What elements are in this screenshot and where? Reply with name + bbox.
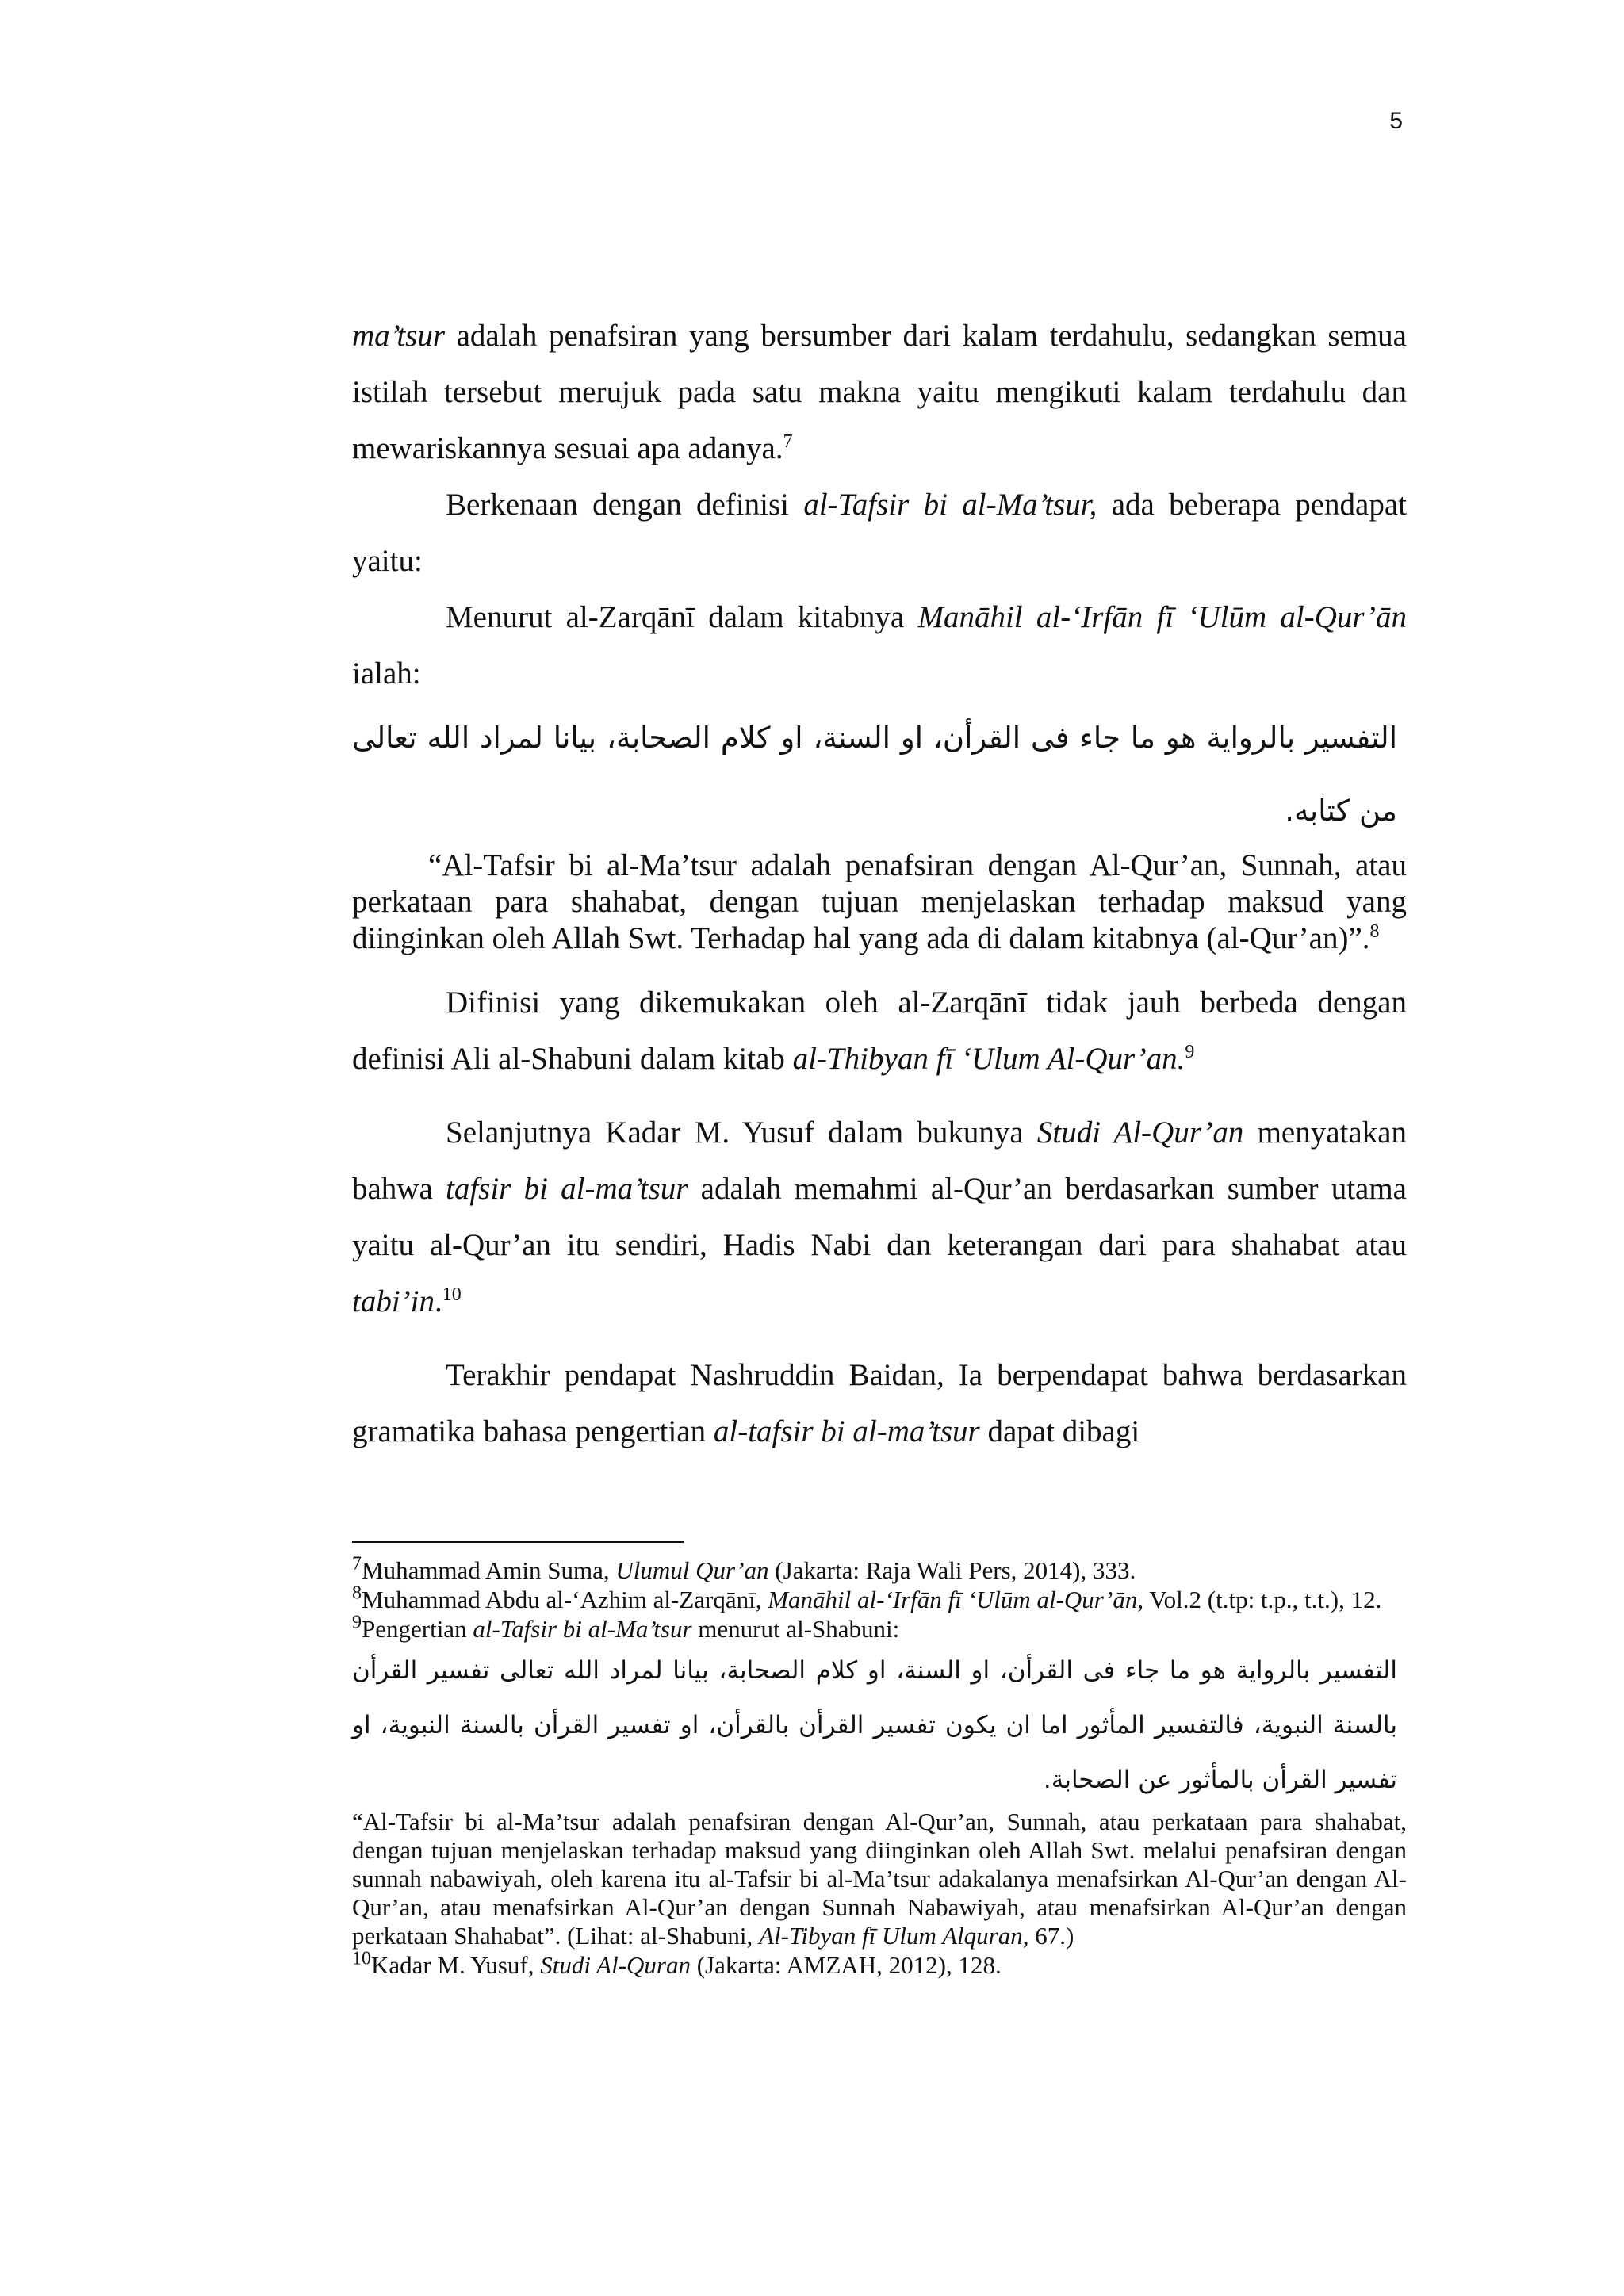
paragraph-text: Berkenaan dengan definisi — [446, 488, 804, 522]
footnote-text: Kadar M. Yusuf, — [371, 1951, 541, 1979]
book-title-italic: Manāhil al-‘Irfān fī ‘Ulūm al-Qur’ān, — [768, 1586, 1144, 1613]
paragraph-baidan — [352, 1347, 1407, 1460]
footnote-ref[interactable]: 10 — [442, 1284, 462, 1305]
paragraph-text: Selanjutnya Kadar M. Yusuf dalam bukunya — [446, 1115, 1037, 1150]
term-italic: ma’tsur — [352, 319, 446, 353]
term-italic: al-Tafsir bi al-Ma’tsur, — [803, 488, 1097, 522]
term-italic: tabi’in — [352, 1284, 435, 1318]
book-title-italic: Studi Al-Qur’an — [1036, 1115, 1244, 1150]
footnote-9 — [352, 1614, 1407, 1644]
translated-quotation — [352, 848, 1407, 957]
footnote-ref[interactable]: 8 — [1369, 921, 1380, 942]
footnote-translated-quotation — [352, 1808, 1407, 1950]
term-italic: tafsir bi al-ma’tsur — [446, 1172, 688, 1206]
paragraph-text: adalah penafsiran yang bersumber dari kalam terdahulu, sedangkan semua istilah tersebut merujuk pada satu makna yaitu mengikuti kalam terdahulu dan mewariskannya sesuai apa adanya. — [352, 319, 1407, 465]
book-title-italic: Al-Tibyan fī Ulum Alquran — [759, 1922, 1023, 1950]
footnote-arabic-quotation: التفسير بالرواية هو ما جاء فى القرأن، او السنة، او كلام الصحابة، بيانا لمراد الله تعالى تفسير القرأن بالسنة النبوية، فالتفسير المأثور اما ان يكون تفسير القرأن بالقرأن، او تفسير القرأن بالسنة النبوية، او تفسير القرأن بالمأثور عن الصحابة. — [352, 1656, 1397, 1794]
paragraph-text: ada beberapa pendapat yaitu: — [352, 488, 1407, 578]
footnote-text: (Jakarta: Raja Wali Pers, 2014), 333. — [768, 1556, 1136, 1584]
book-title-italic: Manāhil al-‘Irfān fī ‘Ulūm al-Qur’ān — [917, 600, 1407, 634]
footnote-text: Muhammad Abdu al-‘Azhim al-Zarqānī, — [362, 1586, 768, 1613]
footnote-text: menurut al-Shabuni: — [691, 1615, 900, 1643]
term-italic: al-Tafsir bi al-Ma’tsur — [473, 1615, 692, 1643]
footnote-ref[interactable]: 7 — [783, 431, 793, 452]
arabic-quotation: التفسير بالرواية هو ما جاء فى القرأن، او السنة، او كلام الصحابة، بيانا لمراد الله تعالى من كتابه. — [352, 721, 1397, 828]
paragraph-shabuni — [352, 974, 1407, 1087]
footnote-8 — [352, 1582, 1407, 1614]
paragraph-continuation — [352, 308, 1407, 476]
footnote-7 — [352, 1553, 1407, 1585]
paragraph-definition-intro — [352, 476, 1407, 589]
footnote-text: (Jakarta: AMZAH, 2012), 128. — [690, 1951, 1002, 1979]
paragraph-text: Difinisi yang dikemukakan oleh al-Zarqānī tidak jauh berbeda dengan definisi Ali al-Shabuni dalam kitab — [352, 985, 1407, 1076]
paragraph-text: Menurut al-Zarqānī dalam kitabnya — [446, 600, 918, 634]
page-number: 5 — [1389, 108, 1403, 134]
footnote-10 — [352, 1950, 1407, 1980]
footnote-text: Muhammad Amin Suma, — [362, 1556, 616, 1584]
term-italic: al-tafsir bi al-ma’tsur — [713, 1414, 980, 1448]
paragraph-text: Terakhir pendapat Nashruddin Baidan, Ia berpendapat bahwa berdasarkan gramatika bahasa pengertian — [352, 1358, 1407, 1448]
book-title-italic: al-Thibyan fī ‘Ulum Al-Qur’an. — [792, 1042, 1185, 1076]
paragraph-text: menyatakan bahwa — [352, 1115, 1407, 1206]
footnotes — [352, 1553, 1407, 1980]
footnote-number: 8 — [352, 1582, 362, 1604]
footnote-text: Vol.2 (t.tp: t.p., t.t.), 12. — [1143, 1586, 1382, 1613]
footnote-ref[interactable]: 9 — [1185, 1042, 1195, 1062]
paragraph-text: ialah: — [352, 656, 421, 691]
paragraph-text: . — [435, 1284, 442, 1318]
footnote-number: 7 — [352, 1553, 362, 1575]
footnote-number: 9 — [352, 1612, 362, 1633]
paragraph-text: dapat dibagi — [979, 1414, 1140, 1448]
quotation-text: “Al-Tafsir bi al-Ma’tsur adalah penafsiran dengan Al-Qur’an, Sunnah, atau perkataan para shahabat, dengan tujuan menjelaskan terhadap maksud yang diinginkan oleh Allah Swt. Terhadap hal yang ada di dalam kitabnya (al-Qur’an)”. — [352, 848, 1407, 955]
footnote-separator — [352, 1541, 684, 1543]
main-text — [352, 308, 1407, 1460]
footnote-text: Pengertian — [362, 1615, 473, 1643]
quotation-text: , 67.) — [1022, 1922, 1074, 1950]
paragraph-yusuf — [352, 1104, 1407, 1330]
paragraph-text: adalah memahmi al-Qur’an berdasarkan sumber utama yaitu al-Qur’an itu sendiri, Hadis Nabi dan keterangan dari para shahabat atau — [352, 1172, 1407, 1262]
book-title-italic: Ulumul Qur’an — [615, 1556, 769, 1584]
paragraph-zarqani — [352, 589, 1407, 702]
book-title-italic: Studi Al-Quran — [540, 1951, 691, 1979]
footnote-number: 10 — [352, 1948, 371, 1969]
quotation-text: “Al-Tafsir bi al-Ma’tsur adalah penafsiran dengan Al-Qur’an, Sunnah, atau perkataan para shahabat, dengan tujuan menjelaskan terhadap maksud yang diinginkan oleh Allah Swt. melalui penafsiran dengan sunnah nabawiyah, oleh karena itu al-Tafsir bi al-Ma’tsur adakalanya menafsirkan Al-Qur’an dengan Al-Qur’an, atau menafsirkan Al-Qur’an dengan Sunnah Nabawiyah, atau menafsirkan Al-Qur’an dengan perkataan Shahabat”. (Lihat: al-Shabuni, — [352, 1808, 1407, 1950]
